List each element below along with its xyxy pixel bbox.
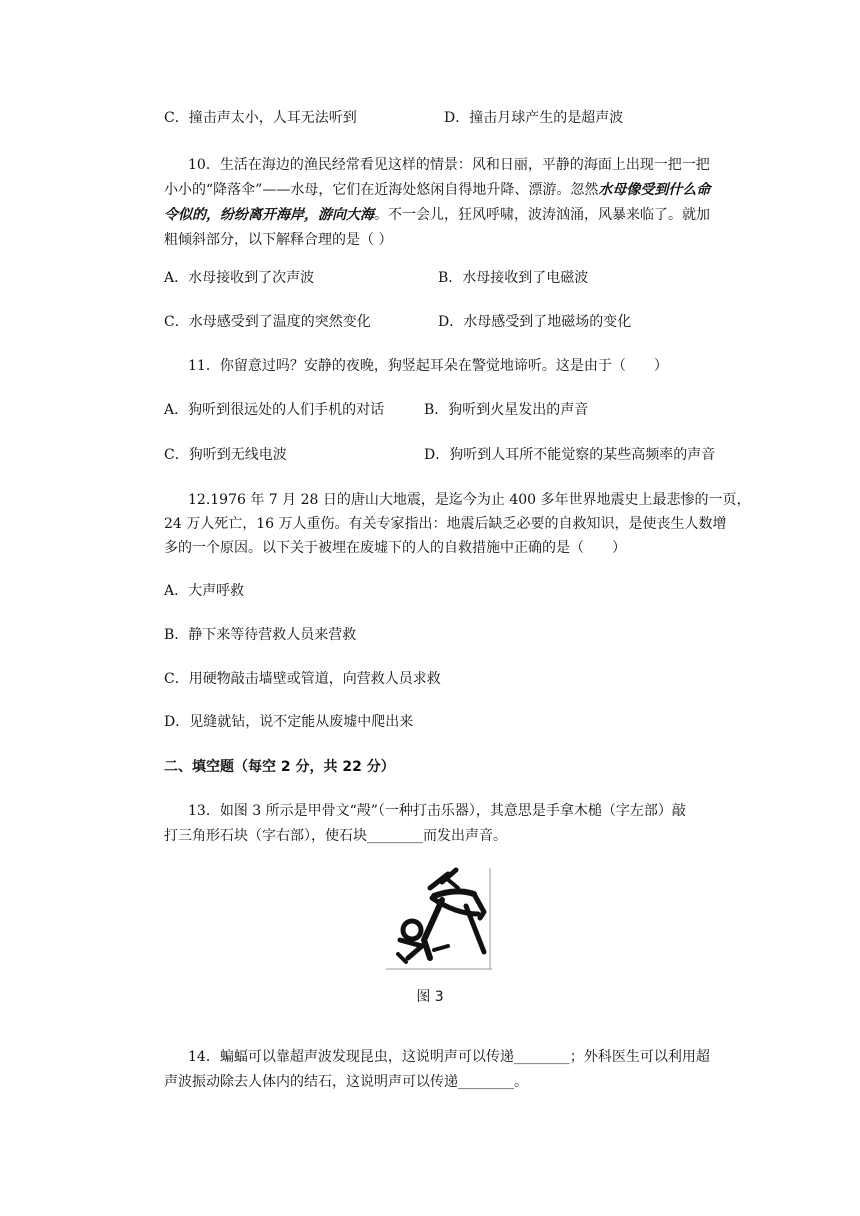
q10-stem-line4: 粗倾斜部分，以下解释合理的是（ ） [164,232,393,248]
q12-stem-line3: 多的一个原因。以下关于被埋在废墟下的人的自救措施中正确的是（ ） [164,540,626,556]
q10-option-d: D．水母感受到了地磁场的变化 [438,314,632,330]
q14-stem-line2: 声波振动除去人体内的结石，这说明声可以传递________。 [164,1074,528,1090]
oracle-bone-character-image [386,866,492,970]
q12-stem-line1: 12.1976 年 7 月 28 日的唐山大地震，是迄今为止 400 多年世界地震史上最悲惨的一页， [188,492,751,508]
q10-emphasis-part2: 令似的，纷纷离开海岸，游向大海 [164,207,374,223]
section-heading-fill-in: 二、填空题（每空 2 分，共 22 分） [164,759,395,775]
q13-stem-line1: 13．如图 3 所示是甲骨文“殸”（一种打击乐器），其意思是手拿木槌（字左部）敲 [188,803,686,819]
q10-emphasis-part1: 水母像受到什么命 [598,182,711,198]
q12-option-b: B．静下来等待营救人员来营救 [164,627,357,643]
q10-stem-line3 [164,205,710,225]
q11-option-b: B．狗听到火星发出的声音 [424,402,589,418]
q10-stem-line1: 10．生活在海边的渔民经常看见这样的情景：风和日丽，平静的海面上出现一把一把 [188,157,710,173]
q12-option-a: A．大声呼救 [164,583,245,599]
q10-stem-line2 [164,180,710,200]
q10-stem-line2-text: 小小的“降落伞”——水母，它们在近海处悠闲自得地升降、漂游。忽然 [164,182,599,198]
q12-option-d: D．见缝就钻，说不定能从废墟中爬出来 [164,714,414,730]
q11-option-d: D．狗听到人耳所不能觉察的某些高频率的声音 [424,447,716,463]
q9-option-c: C．撞击声太小，人耳无法听到 [164,110,357,126]
q12-stem-line2: 24 万人死亡，16 万人重伤。有关专家指出：地震后缺乏必要的自救知识，是使丧生人数增 [164,516,727,532]
q10-stem-line3-text: 。不一会儿，狂风呼啸，波涛汹涌，风暴来临了。就加 [374,207,710,223]
q9-option-d: D．撞击月球产生的是超声波 [444,110,624,126]
q10-option-a: A．水母接收到了次声波 [164,270,315,286]
q10-option-c: C．水母感受到了温度的突然变化 [164,314,371,330]
q10-option-b: B．水母接收到了电磁波 [438,270,589,286]
q11-option-a: A．狗听到很远处的人们手机的对话 [164,402,385,418]
q11-stem: 11．你留意过吗？安静的夜晚，狗竖起耳朵在警觉地谛听。这是由于（ ） [188,358,668,374]
q11-option-c: C．狗听到无线电波 [164,447,287,463]
oracle-bone-character-figure [386,866,492,970]
q14-stem-line1: 14．蝙蝠可以靠超声波发现昆虫，这说明声可以传递________；外科医生可以利用超 [188,1049,710,1065]
q12-option-c: C．用硬物敲击墙壁或管道，向营救人员求救 [164,671,441,687]
q13-stem-line2: 打三角形石块（字右部），使石块________而发出声音。 [164,828,507,844]
figure-3-caption: 图 3 [416,989,444,1005]
